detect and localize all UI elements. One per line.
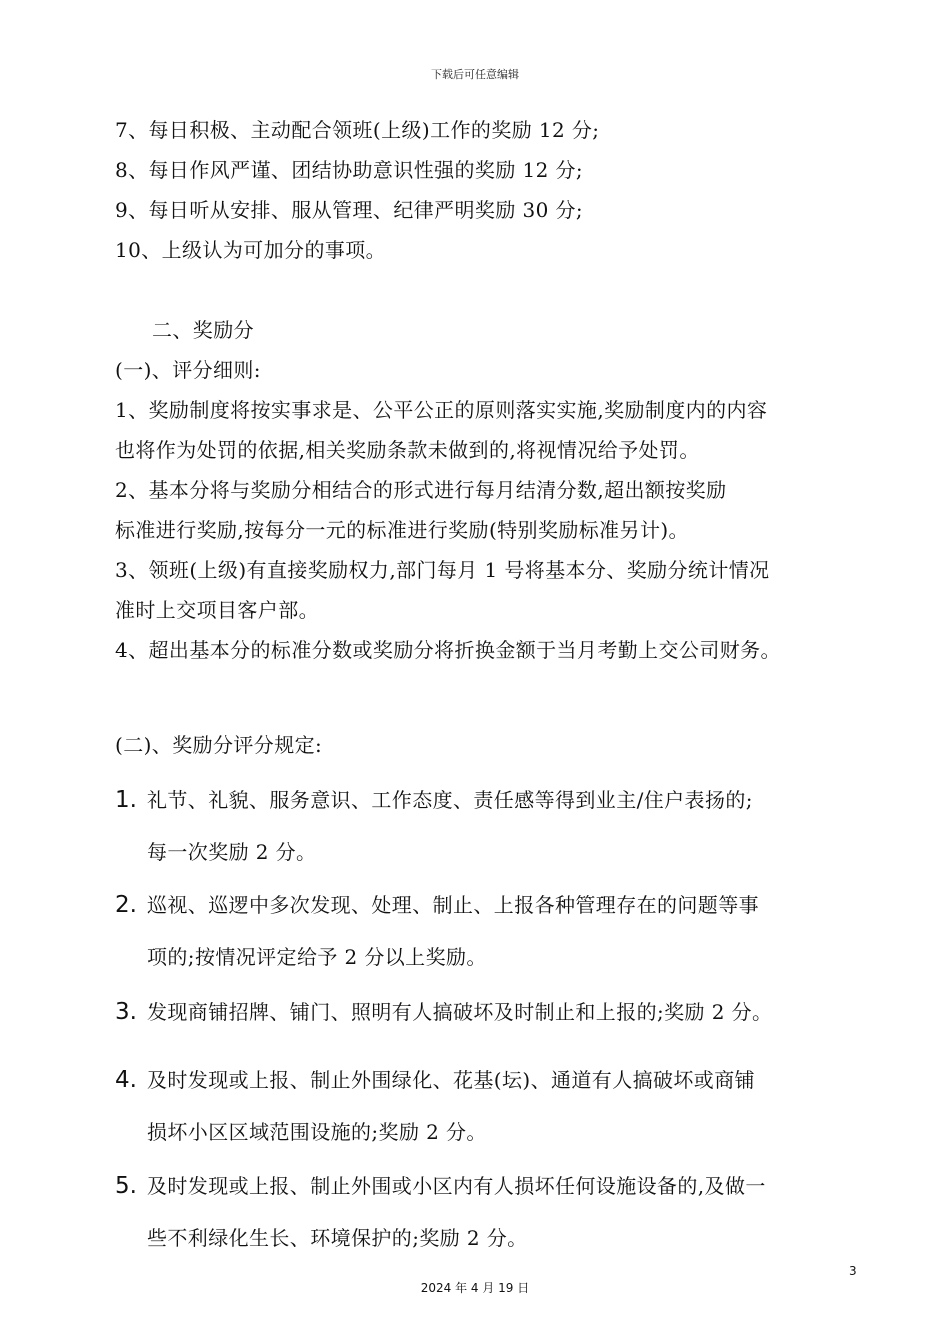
regulation-line: 及时发现或上报、制止外围或小区内有人损坏任何设施设备的,及做一 xyxy=(147,1174,766,1198)
regulation-number: 5. xyxy=(115,1173,137,1199)
list-item: 9、每日听从安排、服从管理、纪律严明奖励 30 分; xyxy=(115,198,584,222)
regulation-line: 发现商铺招牌、铺门、照明有人搞破坏及时制止和上报的;奖励 2 分。 xyxy=(147,1000,773,1024)
page-header: 下载后可任意编辑 xyxy=(431,68,519,81)
subsection-title: (一)、评分细则: xyxy=(115,358,261,382)
regulation-line: 及时发现或上报、制止外围绿化、花基(坛)、通道有人搞破坏或商铺 xyxy=(147,1068,756,1092)
rule-line: 4、超出基本分的标准分数或奖励分将折换金额于当月考勤上交公司财务。 xyxy=(115,638,781,662)
list-item: 10、上级认为可加分的事项。 xyxy=(115,238,387,262)
rule-line: 1、奖励制度将按实事求是、公平公正的原则落实实施,奖励制度内的内容 xyxy=(115,398,768,422)
section-title: 二、奖励分 xyxy=(152,318,254,342)
rule-line: 也将作为处罚的依据,相关奖励条款未做到的,将视情况给予处罚。 xyxy=(115,438,700,462)
regulation-number: 3. xyxy=(115,999,137,1025)
rule-line: 标准进行奖励,按每分一元的标准进行奖励(特别奖励标准另计)。 xyxy=(115,518,689,542)
footer-date: 2024 年 4 月 19 日 xyxy=(420,1281,530,1295)
regulation-number: 4. xyxy=(115,1067,137,1093)
regulation-number: 2. xyxy=(115,892,137,918)
list-item: 7、每日积极、主动配合领班(上级)工作的奖励 12 分; xyxy=(115,118,600,142)
regulation-line: 巡视、巡逻中多次发现、处理、制止、上报各种管理存在的问题等事 xyxy=(147,893,759,917)
subsection-title: (二)、奖励分评分规定: xyxy=(115,733,323,757)
page-number: 3 xyxy=(849,1264,857,1278)
regulation-line: 些不利绿化生长、环境保护的;奖励 2 分。 xyxy=(147,1226,528,1250)
rule-line: 2、基本分将与奖励分相结合的形式进行每月结清分数,超出额按奖励 xyxy=(115,478,727,502)
regulation-line: 每一次奖励 2 分。 xyxy=(147,840,317,864)
regulation-line: 礼节、礼貌、服务意识、工作态度、责任感等得到业主/住户表扬的; xyxy=(147,788,753,812)
regulation-line: 项的;按情况评定给予 2 分以上奖励。 xyxy=(147,945,487,969)
rule-line: 3、领班(上级)有直接奖励权力,部门每月 1 号将基本分、奖励分统计情况 xyxy=(115,558,770,582)
list-item: 8、每日作风严谨、团结协助意识性强的奖励 12 分; xyxy=(115,158,584,182)
regulation-number: 1. xyxy=(115,787,137,813)
rule-line: 准时上交项目客户部。 xyxy=(115,598,319,622)
regulation-line: 损坏小区区域范围设施的;奖励 2 分。 xyxy=(147,1120,487,1144)
